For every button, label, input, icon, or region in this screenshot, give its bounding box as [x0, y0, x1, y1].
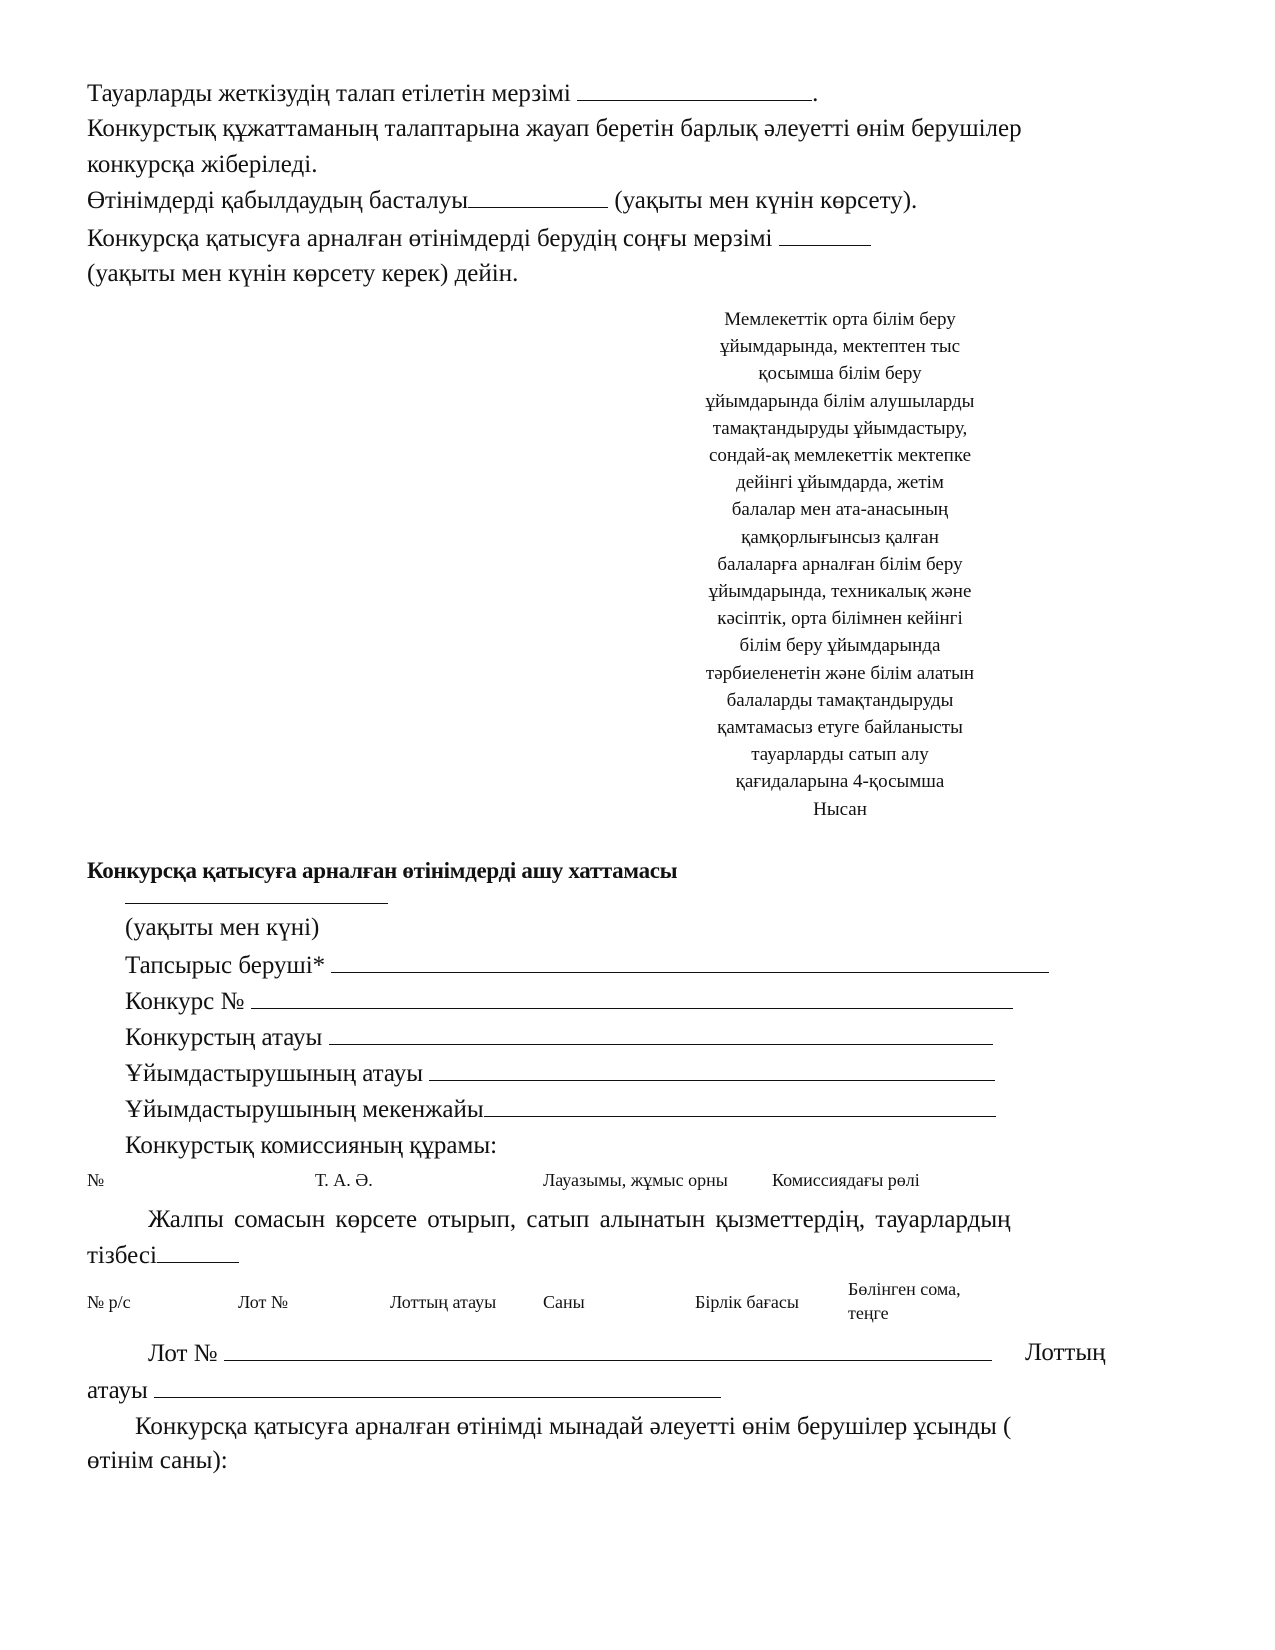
lot-name-line [87, 1375, 721, 1406]
annex-line: балаларға арналған білім беру [717, 553, 963, 575]
contest-name-line [125, 1022, 993, 1053]
commission-col-name: Т. А. Ә. [315, 1170, 373, 1190]
commission-col-position: Лауазымы, жұмыс орны [543, 1170, 728, 1190]
contest-name-blank[interactable] [329, 1022, 993, 1045]
commission-col-no: № [87, 1170, 105, 1190]
organizer-name-label: Ұйымдастырушының атауы [125, 1060, 424, 1087]
start-line [87, 185, 917, 216]
annex-line: қамқорлығынсыз қалған [741, 526, 939, 548]
customer-label: Тапсырыс беруші* [125, 952, 326, 979]
annex-line: білім беру ұйымдарында [739, 635, 941, 657]
lot-no-blank[interactable] [224, 1338, 992, 1361]
start-blank[interactable] [468, 185, 608, 208]
lot-col-unit-price: Бірлік бағасы [695, 1292, 799, 1312]
contest-no-label: Конкурс № [125, 988, 245, 1015]
annex-reference [690, 306, 990, 823]
annex-line: ұйымдарында, мектептен тыс [719, 336, 961, 358]
list-line-2 [87, 1240, 239, 1271]
deadline-blank[interactable] [779, 223, 871, 246]
annex-line: дейінгі ұйымдарда, жетім [736, 472, 944, 494]
annex-line: кәсіптік, орта білімнен кейінгі [717, 608, 963, 630]
lot-no-label: Лот № [148, 1340, 218, 1367]
customer-line [125, 950, 1049, 981]
annex-line: балаларды тамақтандыруды [726, 689, 954, 711]
organizer-address-line [125, 1094, 996, 1125]
contest-no-line [125, 986, 1013, 1017]
form-label: Нысан [813, 798, 867, 820]
commission-label: Конкурстық комиссияның құрамы: [125, 1132, 498, 1159]
annex-line: балалар мен ата-анасының [731, 499, 949, 521]
customer-blank[interactable] [331, 950, 1049, 973]
organizer-address-label: Ұйымдастырушының мекенжайы [125, 1096, 484, 1123]
lot-col-lot-no: Лот № [238, 1292, 289, 1312]
lot-col-allocated-sum [848, 1277, 961, 1325]
annex-line: ұйымдарында білім алушыларды [705, 390, 975, 412]
lot-name-label-1: Лоттың [1025, 1339, 1106, 1366]
annex-line: тауарларды сатып алу [751, 744, 929, 766]
annex-line: қағидаларына 4-қосымша [735, 771, 945, 793]
list-blank[interactable] [157, 1240, 239, 1263]
lot-name-label-2: атауы [87, 1377, 148, 1404]
annex-line: ұйымдарында, техникалық және [708, 581, 972, 603]
lot-name-blank[interactable] [154, 1375, 721, 1398]
lot-no-line [148, 1338, 992, 1369]
lot-col-allocated-sum-line2: теңге [848, 1303, 889, 1323]
start-label: Өтінімдерді қабылдаудың басталуы [87, 187, 469, 214]
list-label: тізбесі [87, 1242, 157, 1269]
annex-line: сондай-ақ мемлекеттік мектепке [708, 445, 972, 467]
annex-line: Мемлекеттік орта білім беру [724, 309, 956, 330]
commission-col-role: Комиссиядағы рөлі [772, 1170, 920, 1190]
list-line-1: Жалпы сомасын көрсете отырып, сатып алынатын қызметтердің, тауарлардың [148, 1206, 1011, 1233]
annex-line: тамақтандыруды ұйымдастыру, [712, 417, 968, 439]
delivery-term-line [87, 78, 818, 109]
contest-name-label: Конкурстың атауы [125, 1024, 323, 1051]
organizer-name-blank[interactable] [429, 1058, 995, 1081]
lot-col-allocated-sum-line1: Бөлінген сома, [848, 1279, 961, 1299]
annex-line: тәрбиеленетін және білім алатын [705, 662, 975, 684]
deadline-label: Конкурсқа қатысуға арналған өтінімдерді берудің соңғы мерзімі [87, 225, 773, 252]
annex-line: қамтамасыз етуге байланысты [717, 717, 963, 739]
delivery-term-label: Тауарларды жеткізудің талап етілетін мерзімі [87, 80, 571, 107]
lot-col-lot-name: Лоттың атауы [390, 1292, 497, 1312]
bids-line-1: Конкурсқа қатысуға арналған өтінімді мынадай әлеуетті өнім берушілер ұсынды ( [135, 1413, 1012, 1440]
delivery-term-blank[interactable] [577, 78, 812, 101]
protocol-title: Конкурсқа қатысуға арналған өтінімдерді ашу хаттамасы [87, 858, 678, 883]
organizer-name-line [125, 1058, 995, 1089]
datetime-hint: (уақыты мен күні) [125, 914, 320, 941]
bids-line-2: өтінім саны): [87, 1447, 228, 1474]
deadline-hint: (уақыты мен күнін көрсету керек) дейін. [87, 260, 519, 287]
datetime-blank[interactable] [125, 903, 388, 904]
period: . [812, 80, 819, 107]
deadline-line [87, 223, 871, 254]
admission-line-1: Конкурстық құжаттаманың талаптарына жауап беретін барлық әлеуетті өнім берушілер [87, 115, 1022, 142]
admission-line-2: конкурсқа жіберіледі. [87, 151, 318, 178]
contest-no-blank[interactable] [251, 986, 1013, 1009]
lot-col-quantity: Саны [543, 1292, 585, 1312]
lot-col-row-no: № р/с [87, 1292, 131, 1312]
organizer-address-blank[interactable] [484, 1094, 996, 1117]
annex-line: қосымша білім беру [758, 363, 922, 385]
start-hint: (уақыты мен күнін көрсету). [614, 187, 918, 214]
